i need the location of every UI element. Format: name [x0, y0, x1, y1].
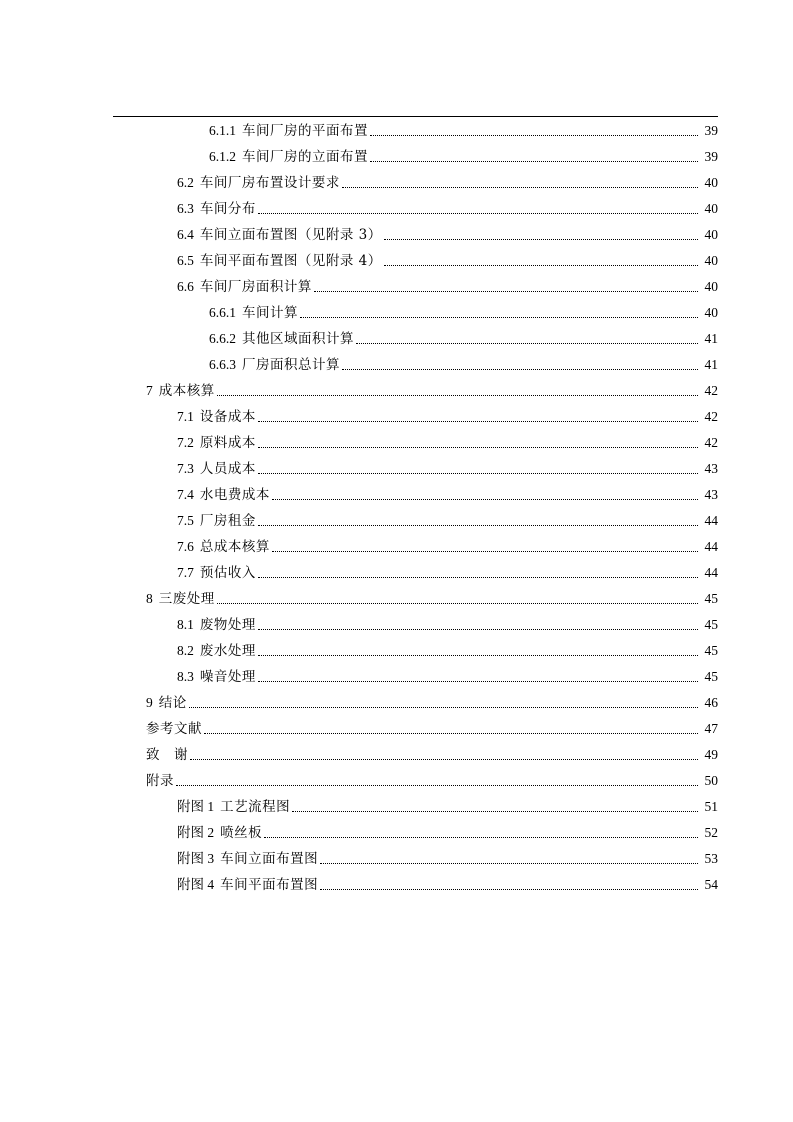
toc-entry-title: 三废处理: [158, 591, 215, 607]
toc-dot-leader: [217, 586, 698, 612]
toc-entry-number: 7.2: [177, 435, 194, 450]
toc-entry-number: 附图 2: [177, 825, 215, 840]
toc-dot-leader: [258, 560, 698, 586]
toc-entry-title: 设备成本: [199, 409, 256, 425]
toc-entry-number: 7.4: [177, 487, 194, 502]
toc-entry[interactable]: [0, 482, 793, 508]
toc-entry-number: 6.6: [177, 279, 194, 294]
toc-dot-leader: [356, 326, 698, 352]
toc-dot-leader: [258, 638, 698, 664]
toc-entry[interactable]: [0, 820, 793, 846]
toc-entry-number: 6.6.3: [209, 357, 236, 372]
toc-entry[interactable]: [0, 742, 793, 768]
toc-dot-leader: [314, 274, 698, 300]
toc-entry[interactable]: [0, 430, 793, 456]
toc-dot-leader: [272, 482, 698, 508]
toc-entry[interactable]: [0, 716, 793, 742]
toc-entry-title: 喷丝板: [220, 825, 263, 841]
table-of-contents: [0, 118, 793, 898]
toc-entry-title: 人员成本: [199, 461, 256, 477]
toc-entry-page-number: 39: [704, 149, 718, 164]
toc-entry-page-number: 40: [704, 279, 718, 294]
toc-entry[interactable]: [0, 612, 793, 638]
toc-entry-title: 附录: [146, 773, 174, 789]
toc-dot-leader: [258, 196, 698, 222]
toc-entry[interactable]: [0, 222, 793, 248]
toc-dot-leader: [292, 794, 698, 820]
toc-entry-page-number: 45: [704, 617, 718, 632]
toc-entry-title: 总成本核算: [199, 539, 270, 555]
toc-entry[interactable]: [0, 664, 793, 690]
toc-entry-number: 6.4: [177, 227, 194, 242]
toc-dot-leader: [384, 248, 698, 274]
toc-entry-title: 水电费成本: [199, 487, 270, 503]
toc-entry-number: 8.2: [177, 643, 194, 658]
toc-entry-title: 结论: [158, 695, 187, 711]
toc-dot-leader: [272, 534, 698, 560]
toc-entry-number: 6.2: [177, 175, 194, 190]
toc-entry-title: 车间立面布置图（见附录 3）: [199, 227, 382, 243]
toc-entry[interactable]: [0, 144, 793, 170]
toc-entry-page-number: 40: [704, 175, 718, 190]
toc-entry-number: 7.1: [177, 409, 194, 424]
toc-entry[interactable]: [0, 300, 793, 326]
toc-entry-number: 7.7: [177, 565, 194, 580]
toc-entry-page-number: 45: [704, 591, 718, 606]
toc-entry-page-number: 43: [704, 461, 718, 476]
toc-entry-number: 附图 4: [177, 877, 215, 892]
toc-dot-leader: [176, 768, 698, 794]
toc-dot-leader: [190, 742, 698, 768]
toc-entry-number: 8: [146, 591, 153, 606]
toc-entry-number: 7.3: [177, 461, 194, 476]
toc-entry[interactable]: [0, 326, 793, 352]
toc-entry[interactable]: [0, 352, 793, 378]
toc-entry[interactable]: [0, 690, 793, 716]
toc-entry[interactable]: [0, 846, 793, 872]
toc-dot-leader: [320, 872, 698, 898]
toc-entry-page-number: 46: [704, 695, 718, 710]
toc-entry-page-number: 54: [704, 877, 718, 892]
toc-entry-title: 车间分布: [199, 201, 256, 217]
toc-dot-leader: [342, 352, 698, 378]
toc-entry-title: 成本核算: [158, 383, 215, 399]
toc-dot-leader: [342, 170, 698, 196]
toc-dot-leader: [189, 690, 698, 716]
toc-entry-number: 6.6.2: [209, 331, 236, 346]
toc-entry-page-number: 44: [704, 539, 718, 554]
toc-entry-title: 厂房面积总计算: [242, 357, 340, 373]
toc-entry[interactable]: [0, 768, 793, 794]
toc-entry-number: 附图 1: [177, 799, 215, 814]
toc-entry-title: 车间厂房面积计算: [199, 279, 312, 295]
header-rule: [113, 116, 718, 117]
toc-entry-page-number: 43: [704, 487, 718, 502]
toc-entry-page-number: 44: [704, 565, 718, 580]
toc-entry-page-number: 42: [704, 409, 718, 424]
toc-entry-title: 预估收入: [199, 565, 256, 581]
toc-dot-leader: [258, 430, 698, 456]
toc-dot-leader: [258, 404, 698, 430]
toc-entry[interactable]: [0, 248, 793, 274]
toc-dot-leader: [258, 612, 698, 638]
toc-entry-page-number: 52: [704, 825, 718, 840]
toc-entry-number: 附图 3: [177, 851, 215, 866]
toc-entry-number: 6.1.1: [209, 123, 236, 138]
toc-entry-title: 工艺流程图: [220, 799, 291, 815]
toc-entry-title: 废水处理: [199, 643, 256, 659]
toc-entry-title: 车间立面布置图: [220, 851, 319, 867]
toc-entry[interactable]: [0, 170, 793, 196]
toc-dot-leader: [370, 144, 698, 170]
toc-entry[interactable]: [0, 872, 793, 898]
toc-entry-page-number: 50: [704, 773, 718, 788]
toc-entry-number: 6.1.2: [209, 149, 236, 164]
toc-dot-leader: [370, 118, 698, 144]
toc-entry[interactable]: [0, 508, 793, 534]
toc-entry-number: 6.5: [177, 253, 194, 268]
toc-entry[interactable]: [0, 794, 793, 820]
toc-entry-page-number: 41: [704, 357, 718, 372]
toc-entry[interactable]: [0, 196, 793, 222]
toc-entry[interactable]: [0, 378, 793, 404]
toc-entry-number: 7.6: [177, 539, 194, 554]
toc-entry[interactable]: [0, 118, 793, 144]
toc-entry[interactable]: [0, 638, 793, 664]
toc-entry-title: 车间平面布置图（见附录 4）: [199, 253, 382, 269]
toc-entry-number: 6.6.1: [209, 305, 236, 320]
toc-entry-page-number: 40: [704, 201, 718, 216]
toc-entry[interactable]: [0, 274, 793, 300]
toc-entry-title: 原料成本: [199, 435, 256, 451]
toc-dot-leader: [300, 300, 698, 326]
toc-entry-number: 8.1: [177, 617, 194, 632]
toc-entry-title: 车间平面布置图: [220, 877, 319, 893]
toc-entry-title: 车间厂房的平面布置: [242, 123, 368, 139]
toc-entry-title: 致 谢: [146, 747, 188, 763]
toc-dot-leader: [204, 716, 698, 742]
toc-entry-title: 噪音处理: [199, 669, 256, 685]
toc-dot-leader: [258, 664, 698, 690]
toc-entry-page-number: 47: [704, 721, 718, 736]
toc-entry-page-number: 41: [704, 331, 718, 346]
toc-entry[interactable]: [0, 456, 793, 482]
toc-entry-number: 7: [146, 383, 153, 398]
toc-entry-title: 车间厂房布置设计要求: [199, 175, 340, 191]
toc-entry-page-number: 53: [704, 851, 718, 866]
toc-entry-page-number: 42: [704, 435, 718, 450]
toc-entry-page-number: 45: [704, 643, 718, 658]
toc-dot-leader: [217, 378, 698, 404]
toc-entry[interactable]: [0, 586, 793, 612]
toc-entry-title: 参考文献: [146, 721, 202, 737]
toc-entry-page-number: 39: [704, 123, 718, 138]
toc-entry-page-number: 44: [704, 513, 718, 528]
toc-entry-title: 其他区域面积计算: [242, 331, 354, 347]
toc-entry-title: 厂房租金: [199, 513, 256, 529]
toc-entry-page-number: 49: [704, 747, 718, 762]
toc-entry-number: 8.3: [177, 669, 194, 684]
toc-entry-title: 车间厂房的立面布置: [242, 149, 368, 165]
toc-dot-leader: [320, 846, 698, 872]
toc-entry-number: 9: [146, 695, 153, 710]
toc-entry-title: 废物处理: [199, 617, 256, 633]
toc-entry[interactable]: [0, 404, 793, 430]
toc-entry-number: 6.3: [177, 201, 194, 216]
toc-entry-page-number: 40: [704, 253, 718, 268]
toc-entry-page-number: 40: [704, 305, 718, 320]
toc-dot-leader: [384, 222, 698, 248]
toc-entry-title: 车间计算: [242, 305, 298, 321]
toc-dot-leader: [264, 820, 698, 846]
toc-dot-leader: [258, 508, 698, 534]
toc-dot-leader: [258, 456, 698, 482]
toc-entry-page-number: 45: [704, 669, 718, 684]
toc-entry-page-number: 42: [704, 383, 718, 398]
toc-entry[interactable]: [0, 534, 793, 560]
toc-entry-page-number: 40: [704, 227, 718, 242]
toc-entry-number: 7.5: [177, 513, 194, 528]
toc-entry-page-number: 51: [704, 799, 718, 814]
toc-entry[interactable]: [0, 560, 793, 586]
